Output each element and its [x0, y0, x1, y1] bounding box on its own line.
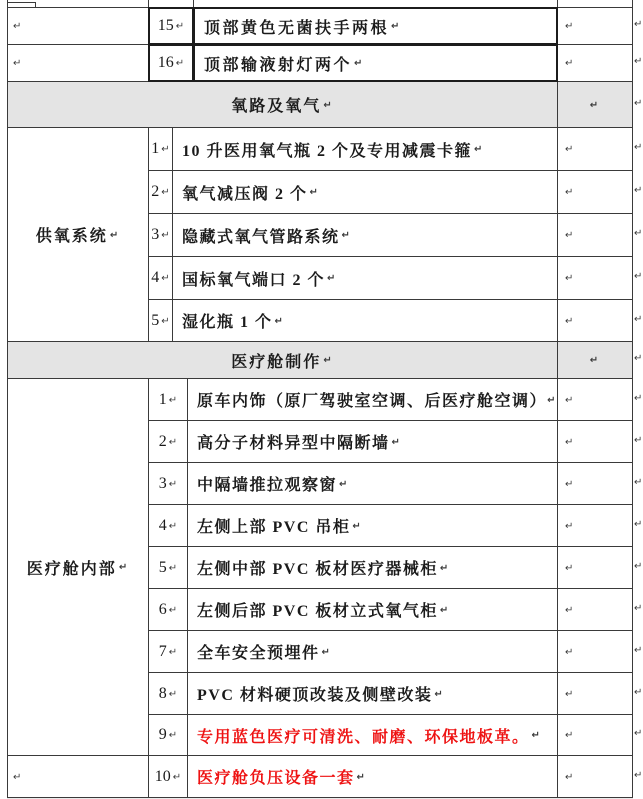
- row-end-mark-icon: ↵: [634, 185, 643, 196]
- row-number: 16: [157, 54, 174, 71]
- row-number: 4: [151, 269, 160, 286]
- paragraph-mark-icon: ↵: [565, 478, 574, 490]
- row-end-mark-icon: ↵: [634, 561, 643, 572]
- row-end-mark-icon: ↵: [634, 393, 643, 404]
- check-cell: [557, 81, 633, 128]
- paragraph-mark-icon: ↵: [323, 99, 334, 111]
- empty-category-cell: [7, 7, 149, 45]
- row-number-cell: [148, 299, 173, 342]
- paragraph-mark-icon: ↵: [172, 771, 182, 783]
- paragraph-mark-icon: ↵: [531, 730, 542, 741]
- category-text: 供氧系统: [35, 228, 108, 245]
- category-cell: [7, 127, 149, 342]
- paragraph-mark-icon: ↵: [168, 436, 178, 448]
- description-text: 左侧后部 PVC 板材立式氧气柜: [197, 603, 438, 620]
- paragraph-mark-icon: ↵: [161, 230, 170, 241]
- paragraph-mark-icon: ↵: [565, 520, 574, 532]
- row-number: 1: [158, 390, 167, 408]
- row-number: 6: [158, 600, 167, 618]
- check-cell: [557, 127, 633, 171]
- description-cell: [193, 44, 558, 82]
- check-cell: [557, 588, 633, 631]
- description-cell: [187, 504, 558, 547]
- row-number-cell: [148, 44, 194, 82]
- description-cell: [187, 378, 558, 421]
- category-cell: [7, 378, 149, 756]
- row-number: 7: [158, 642, 167, 660]
- section-header-text: 医疗舱制作: [231, 353, 322, 371]
- paragraph-mark-icon: ↵: [168, 688, 178, 700]
- paragraph-mark-icon: ↵: [589, 99, 601, 111]
- row-end-mark-icon: ↵: [634, 435, 643, 446]
- row-end-mark-icon: ↵: [634, 314, 643, 325]
- paragraph-mark-icon: ↵: [109, 229, 121, 241]
- description-text: 左侧上部 PVC 吊柜: [197, 519, 351, 536]
- paragraph-mark-icon: ↵: [168, 730, 178, 741]
- description-text: 湿化瓶 1 个: [182, 314, 273, 331]
- check-cell: [557, 213, 633, 257]
- paragraph-mark-icon: ↵: [565, 646, 574, 658]
- paragraph-mark-icon: ↵: [175, 58, 185, 69]
- paragraph-mark-icon: ↵: [589, 355, 601, 366]
- paragraph-mark-icon: ↵: [341, 230, 352, 241]
- description-text: 高分子材料异型中隔断墙: [197, 435, 390, 452]
- row-number: 9: [158, 726, 167, 743]
- row-number-cell: [148, 170, 173, 214]
- table-edge-line: [7, 2, 36, 3]
- description-cell: [193, 7, 558, 45]
- row-end-mark-icon: ↵: [634, 142, 643, 153]
- empty-category-cell: [7, 44, 149, 82]
- description-text: 顶部黄色无菌扶手两根: [204, 19, 390, 37]
- row-number-cell: [148, 672, 188, 715]
- row-number: 5: [158, 558, 167, 576]
- row-number-cell: [148, 7, 194, 45]
- description-cell: [172, 256, 558, 300]
- paragraph-mark-icon: ↵: [13, 21, 22, 32]
- paragraph-mark-icon: ↵: [439, 604, 450, 616]
- paragraph-mark-icon: ↵: [168, 520, 178, 532]
- paragraph-mark-icon: ↵: [339, 478, 349, 490]
- paragraph-mark-icon: ↵: [352, 520, 363, 532]
- paragraph-mark-icon: ↵: [161, 144, 170, 155]
- paragraph-mark-icon: ↵: [13, 58, 22, 69]
- section-header-cell: [7, 341, 558, 379]
- table-edge-line: [632, 0, 633, 8]
- description-text: 医疗舱负压设备一套: [197, 770, 355, 787]
- description-cell: [187, 462, 558, 505]
- paragraph-mark-icon: ↵: [274, 315, 285, 327]
- category-text: 医疗舱内部: [26, 560, 117, 578]
- paragraph-mark-icon: ↵: [565, 144, 574, 155]
- row-number-cell: [148, 546, 188, 589]
- row-end-mark-icon: ↵: [634, 19, 643, 30]
- check-cell: [557, 755, 633, 798]
- paragraph-mark-icon: ↵: [161, 187, 170, 198]
- paragraph-mark-icon: ↵: [175, 21, 185, 32]
- row-number-cell: [148, 127, 173, 171]
- paragraph-mark-icon: ↵: [565, 21, 574, 32]
- description-cell: [172, 170, 558, 214]
- paragraph-mark-icon: ↵: [168, 604, 178, 616]
- paragraph-mark-icon: ↵: [439, 562, 450, 574]
- paragraph-mark-icon: ↵: [565, 58, 574, 69]
- paragraph-mark-icon: ↵: [565, 562, 574, 574]
- description-cell: [187, 546, 558, 589]
- check-cell: [557, 44, 633, 82]
- paragraph-mark-icon: ↵: [168, 562, 178, 574]
- paragraph-mark-icon: ↵: [565, 230, 574, 241]
- paragraph-mark-icon: ↵: [391, 21, 402, 32]
- paragraph-mark-icon: ↵: [565, 315, 574, 327]
- description-text: 国标氧气端口 2 个: [182, 271, 326, 289]
- row-number-cell: [148, 378, 188, 421]
- row-number-cell: [148, 256, 173, 300]
- paragraph-mark-icon: ↵: [323, 355, 334, 366]
- row-number: 5: [151, 311, 160, 329]
- paragraph-mark-icon: ↵: [327, 273, 337, 284]
- row-end-mark-icon: ↵: [634, 603, 643, 614]
- description-cell: [172, 127, 558, 171]
- check-cell: [557, 630, 633, 673]
- row-end-mark-icon: ↵: [634, 770, 643, 781]
- paragraph-mark-icon: ↵: [118, 562, 130, 573]
- row-end-mark-icon: ↵: [634, 228, 643, 239]
- description-text: 氧气减压阀 2 个: [182, 185, 308, 203]
- check-cell: [557, 170, 633, 214]
- check-cell: [557, 7, 633, 45]
- paragraph-mark-icon: ↵: [356, 771, 367, 783]
- description-cell: [187, 420, 558, 463]
- check-cell: [557, 420, 633, 463]
- check-cell: [557, 378, 633, 421]
- description-cell: [187, 630, 558, 673]
- table-edge-line: [35, 2, 36, 8]
- row-number-cell: [148, 714, 188, 756]
- row-number-cell: [148, 213, 173, 257]
- paragraph-mark-icon: ↵: [434, 688, 445, 700]
- paragraph-mark-icon: ↵: [565, 730, 574, 741]
- description-text: 左侧中部 PVC 板材医疗器械柜: [197, 561, 438, 578]
- row-number: 3: [151, 226, 160, 243]
- row-end-mark-icon: ↵: [634, 98, 643, 109]
- row-number: 1: [151, 140, 160, 157]
- row-end-mark-icon: ↵: [634, 687, 643, 698]
- row-number-cell: [148, 462, 188, 505]
- paragraph-mark-icon: ↵: [391, 436, 402, 448]
- row-number: 10: [154, 767, 171, 785]
- description-text: 专用蓝色医疗可清洗、耐磨、环保地板革。: [197, 728, 530, 746]
- paragraph-mark-icon: ↵: [354, 58, 365, 69]
- row-number: 4: [158, 516, 167, 534]
- check-cell: [557, 462, 633, 505]
- row-number-cell: [148, 504, 188, 547]
- paragraph-mark-icon: ↵: [168, 394, 178, 406]
- paragraph-mark-icon: ↵: [565, 436, 574, 448]
- check-cell: [557, 299, 633, 342]
- description-text: 10 升医用氧气瓶 2 个及专用减震卡箍: [182, 142, 473, 160]
- row-number: 3: [158, 474, 167, 492]
- row-number: 2: [158, 432, 167, 450]
- description-cell: [172, 213, 558, 257]
- description-text: 隐藏式氧气管路系统: [182, 228, 340, 246]
- section-header-cell: [7, 81, 558, 128]
- row-end-mark-icon: ↵: [634, 477, 643, 488]
- paragraph-mark-icon: ↵: [474, 144, 484, 155]
- paragraph-mark-icon: ↵: [565, 273, 574, 284]
- row-number: 2: [151, 183, 160, 200]
- description-cell: [187, 755, 558, 798]
- paragraph-mark-icon: ↵: [168, 478, 178, 490]
- row-end-mark-icon: ↵: [634, 56, 643, 67]
- section-header-text: 氧路及氧气: [231, 98, 322, 115]
- paragraph-mark-icon: ↵: [565, 688, 574, 700]
- check-cell: [557, 504, 633, 547]
- description-cell: [187, 588, 558, 631]
- row-number-cell: [148, 420, 188, 463]
- row-number: 8: [158, 684, 167, 702]
- row-number-cell: [148, 588, 188, 631]
- description-cell: [187, 714, 558, 756]
- description-text: PVC 材料硬顶改装及侧壁改装: [197, 687, 433, 704]
- check-cell: [557, 256, 633, 300]
- row-end-mark-icon: ↵: [634, 519, 643, 530]
- paragraph-mark-icon: ↵: [565, 394, 574, 406]
- row-end-mark-icon: ↵: [634, 353, 643, 364]
- paragraph-mark-icon: ↵: [547, 394, 557, 406]
- empty-category-cell: [7, 755, 149, 798]
- check-cell: [557, 714, 633, 756]
- description-text: 全车安全预埋件: [197, 645, 320, 662]
- row-number: 15: [157, 17, 174, 34]
- check-cell: [557, 546, 633, 589]
- paragraph-mark-icon: ↵: [565, 604, 574, 616]
- paragraph-mark-icon: ↵: [161, 273, 170, 284]
- paragraph-mark-icon: ↵: [161, 315, 170, 327]
- description-text: 中隔墙推拉观察窗: [197, 477, 338, 494]
- description-text: 顶部输液射灯两个: [204, 56, 353, 74]
- description-cell: [172, 299, 558, 342]
- paragraph-mark-icon: ↵: [168, 646, 178, 658]
- paragraph-mark-icon: ↵: [321, 646, 332, 658]
- row-number-cell: [148, 630, 188, 673]
- row-end-mark-icon: ↵: [634, 645, 643, 656]
- paragraph-mark-icon: ↵: [13, 771, 22, 783]
- row-number-cell: [148, 755, 188, 798]
- paragraph-mark-icon: ↵: [565, 187, 574, 198]
- check-cell: [557, 341, 633, 379]
- paragraph-mark-icon: ↵: [309, 187, 320, 198]
- row-end-mark-icon: ↵: [634, 271, 643, 282]
- check-cell: [557, 672, 633, 715]
- paragraph-mark-icon: ↵: [565, 771, 574, 783]
- description-cell: [187, 672, 558, 715]
- description-text: 原车内饰（原厂驾驶室空调、后医疗舱空调）: [197, 393, 548, 410]
- row-end-mark-icon: ↵: [634, 728, 643, 739]
